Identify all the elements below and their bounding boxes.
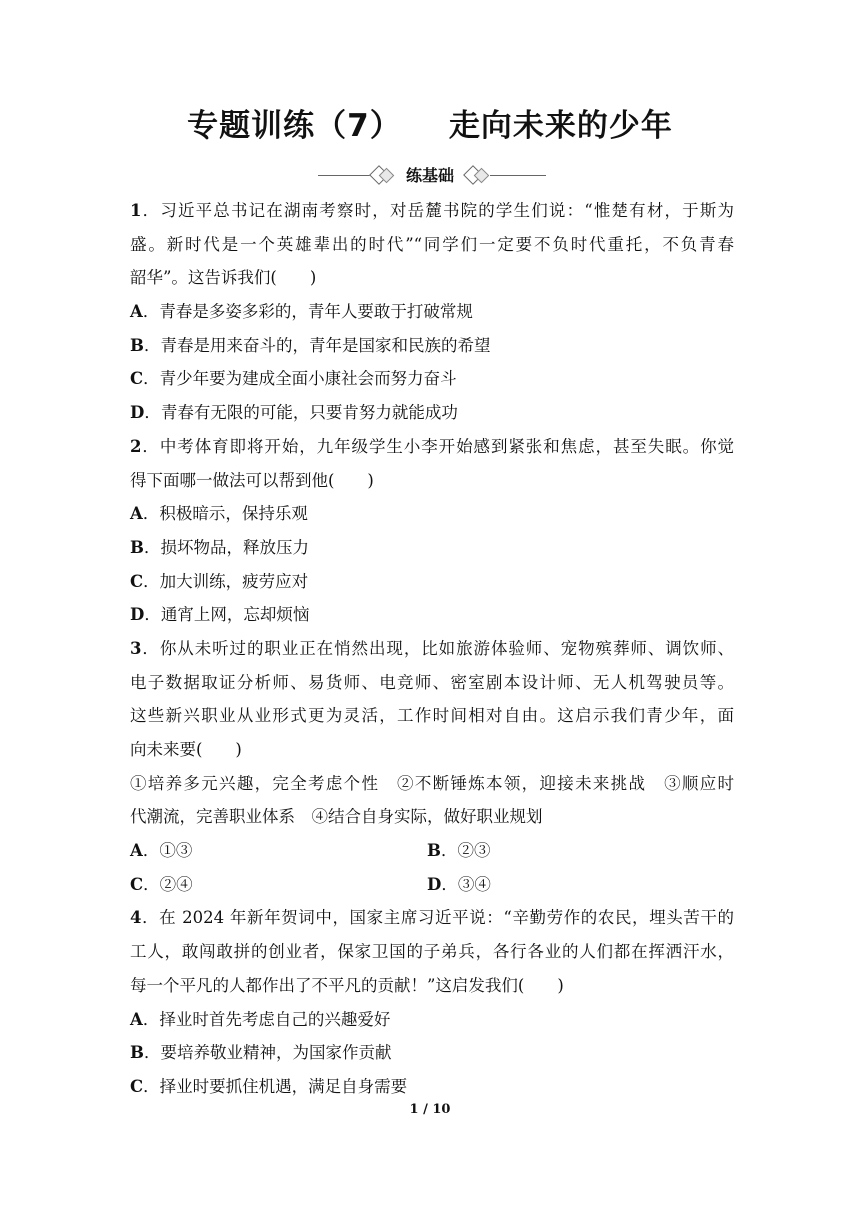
question-stem-line: 电子数据取证分析师、易货师、电竞师、密室剧本设计师、无人机驾驶员等。 xyxy=(130,672,734,692)
section-header xyxy=(0,162,860,190)
answer-option: D．青春有无限的可能，只要肯努力就能成功 xyxy=(130,403,458,423)
page-title: 专题训练（7） 走向未来的少年 xyxy=(187,108,673,144)
page-number: 1 / 10 xyxy=(409,1102,451,1117)
question-number: 1 xyxy=(130,201,142,220)
section-label: 练基础 xyxy=(405,166,454,185)
question-stem-line: 这些新兴职业从业形式更为灵活，工作时间相对自由。这启示我们青少年，面 xyxy=(130,706,734,726)
answer-option: B．要培养敬业精神，为国家作贡献 xyxy=(130,1043,392,1063)
answer-option: C．②④ xyxy=(130,874,193,894)
question-stem-line: 每一个平凡的人都作出了不平凡的贡献！”这启发我们( ) xyxy=(130,975,564,995)
question-stem-line: 2．中考体育即将开始，九年级学生小李开始感到紧张和焦虑，甚至失眠。你觉 xyxy=(130,436,734,456)
answer-option-row xyxy=(130,834,734,868)
question-stem-line: 3．你从未听过的职业正在悄然出现，比如旅游体验师、宠物殡葬师、调饮师、 xyxy=(130,638,734,658)
answer-option: B．②③ xyxy=(427,841,491,861)
answer-option: D．③④ xyxy=(427,874,491,894)
answer-option: A．①③ xyxy=(130,841,193,861)
section-divider-left xyxy=(318,175,370,176)
question-number: 4 xyxy=(130,908,142,928)
answer-option: B．损坏物品，释放压力 xyxy=(130,537,309,557)
question-stem-line: 得下面哪一做法可以帮到他( ) xyxy=(130,470,374,490)
question-stem-line: 韶华”。这告诉我们( ) xyxy=(130,268,317,288)
answer-option-row xyxy=(130,868,734,902)
question-stem-line: 工人，敢闯敢拼的创业者，保家卫国的子弟兵，各行各业的人们都在挥洒汗水， xyxy=(130,942,734,962)
question-stem-line: 盛。新时代是一个英雄辈出的时代”“同学们一定要不负时代重托，不负青春 xyxy=(130,234,734,254)
answer-option: D．通宵上网，忘却烦恼 xyxy=(130,605,310,625)
question-stem-line: 向未来要( ) xyxy=(130,740,242,759)
answer-option: B．青春是用来奋斗的，青年是国家和民族的希望 xyxy=(130,335,491,355)
question-number: 3 xyxy=(130,638,142,658)
question-stem-line: 1．习近平总书记在湖南考察时，对岳麓书院的学生们说：“惟楚有材，于斯为 xyxy=(130,201,734,220)
section-divider-right xyxy=(490,175,546,176)
statement-line: ①培养多元兴趣，完全考虑个性 ②不断锤炼本领，迎接未来挑战 ③顺应时 xyxy=(130,773,734,793)
question-list xyxy=(130,194,734,1104)
statement-line: 代潮流，完善职业体系 ④结合自身实际，做好职业规划 xyxy=(130,807,543,827)
answer-option: A．积极暗示，保持乐观 xyxy=(130,504,308,524)
answer-option: A．择业时首先考虑自己的兴趣爱好 xyxy=(130,1009,391,1029)
question-stem-line: 4．在 2024 年新年贺词中，国家主席习近平说：“辛勤劳作的农民，埋头苦干的 xyxy=(130,908,734,928)
answer-option: C．择业时要抓住机遇，满足自身需要 xyxy=(130,1076,408,1096)
answer-option: C．青少年要为建成全面小康社会而努力奋斗 xyxy=(130,369,457,389)
question-number: 2 xyxy=(130,436,142,456)
answer-option: C．加大训练，疲劳应对 xyxy=(130,571,309,591)
answer-option: A．青春是多姿多彩的，青年人要敢于打破常规 xyxy=(130,302,473,322)
